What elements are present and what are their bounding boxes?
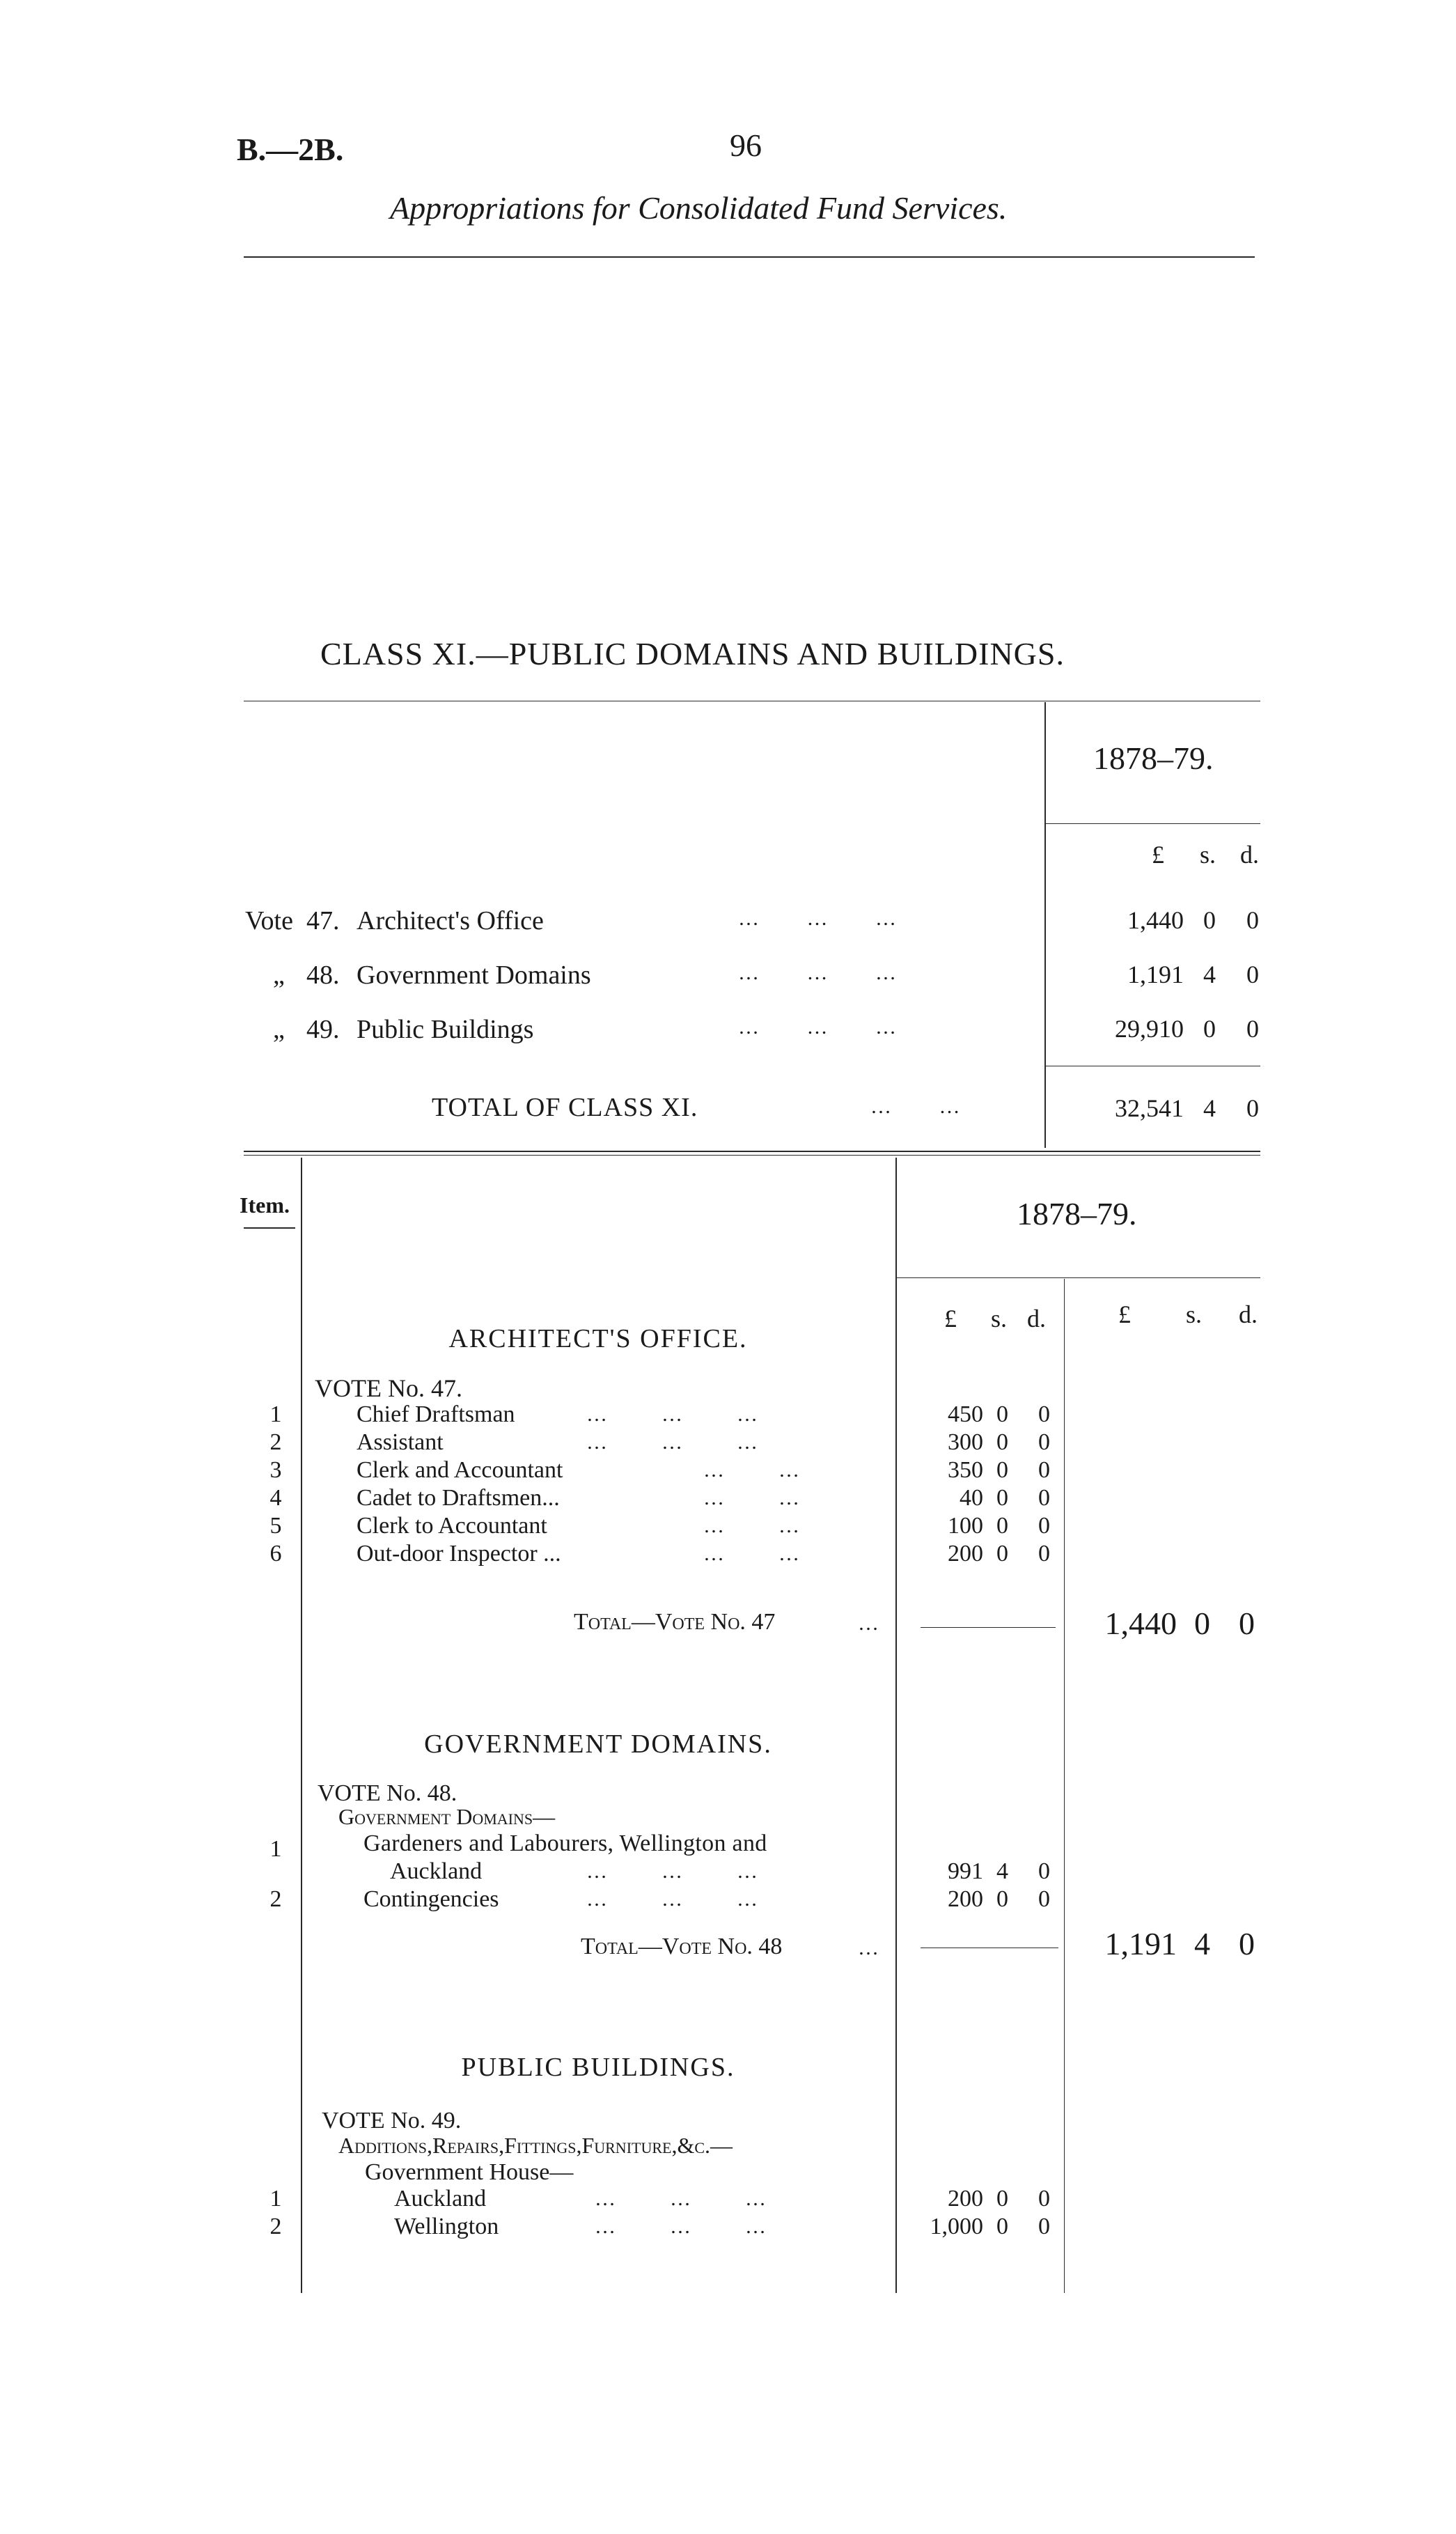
summary-prefix: Vote (245, 906, 293, 935)
detail-subcolumn-divider (1064, 1279, 1065, 2293)
detail-sub-header-pence: d. (1027, 1305, 1046, 1332)
item-label: Cadet to Draftsmen... (357, 1485, 560, 1511)
item-pence: 0 (1038, 1513, 1050, 1539)
dot-leader: … … … (586, 1431, 759, 1454)
detail-amount-divider (895, 1158, 897, 2293)
item-number: 2 (269, 1429, 282, 1455)
item-shillings: 0 (996, 1886, 1008, 1912)
summary-pounds: 29,910 (1115, 1015, 1184, 1043)
summary-vote-num: 47. (306, 906, 340, 935)
summary-label: Government Domains (357, 961, 591, 990)
vote-total-pence: 0 (1239, 1606, 1255, 1641)
item-pence: 0 (1038, 1429, 1050, 1455)
summary-bottom-rule (244, 1151, 1260, 1152)
dot-leader: … … … (586, 1888, 759, 1911)
dot-leader: … … … (738, 1016, 898, 1039)
item-shillings: 0 (996, 1457, 1008, 1483)
dot-leader: … … … (595, 2187, 767, 2210)
item-number: 2 (269, 1886, 282, 1912)
dot-leader: … … (703, 1542, 801, 1565)
dot-leader: … … (703, 1514, 801, 1537)
item-shillings: 0 (996, 2214, 1008, 2239)
item-pence: 0 (1038, 1886, 1050, 1912)
vote-total-shillings: 4 (1194, 1926, 1210, 1961)
detail-total-header-pence: d. (1239, 1300, 1258, 1328)
summary-vote-num: 48. (306, 961, 340, 990)
header-rule (244, 256, 1255, 258)
item-shillings: 0 (996, 1401, 1008, 1427)
dot-leader: … … … (586, 1860, 759, 1883)
item-pence: 0 (1038, 2214, 1050, 2239)
item-pounds: 991 (948, 1858, 983, 1884)
item-number: 2 (269, 2214, 282, 2239)
summary-pounds: 1,440 (1127, 906, 1184, 934)
item-pounds: 300 (948, 1429, 983, 1455)
detail-total-header-shillings: s. (1185, 1300, 1202, 1328)
item-label-continuation: Auckland (390, 1858, 483, 1884)
vote-total-pounds: 1,440 (1104, 1606, 1177, 1641)
summary-total-label: TOTAL OF CLASS XI. (432, 1093, 698, 1122)
dot-leader: … … … (586, 1403, 759, 1426)
summary-prefix: „ (273, 1015, 285, 1044)
item-pence: 0 (1038, 1541, 1050, 1567)
item-pounds: 450 (948, 1401, 983, 1427)
item-number: 1 (269, 1401, 282, 1427)
item-label: Contingencies (363, 1886, 499, 1912)
summary-label: Public Buildings (357, 1015, 534, 1044)
vote-total-label: Total—Vote No. 48 (581, 1934, 783, 1959)
summary-shillings: 0 (1203, 1015, 1216, 1043)
summary-pence: 0 (1246, 1015, 1259, 1043)
item-number: 4 (269, 1485, 282, 1511)
dot-leader: … (858, 1936, 880, 1959)
summary-pence: 0 (1246, 961, 1259, 988)
summary-bottom-rule-2 (244, 1155, 1260, 1156)
summary-prefix: „ (273, 961, 285, 990)
vote-label: VOTE No. 48. (318, 1780, 457, 1806)
page-number: 96 (730, 127, 762, 163)
item-pence: 0 (1038, 1858, 1050, 1884)
summary-header-pence: d. (1240, 841, 1259, 869)
dot-leader: … … … (595, 2215, 767, 2238)
item-label: Wellington (394, 2214, 499, 2239)
detail-year-rule (897, 1277, 1260, 1278)
summary-pence: 0 (1246, 906, 1259, 934)
item-shillings: 0 (996, 1513, 1008, 1539)
sub-heading: Government Domains— (338, 1804, 556, 1829)
item-shillings: 0 (996, 1429, 1008, 1455)
summary-pounds: 1,191 (1127, 961, 1184, 988)
summary-total-pence: 0 (1246, 1094, 1259, 1122)
page-ref: B.—2B. (237, 132, 344, 167)
summary-divider (1044, 702, 1046, 1148)
item-pounds: 200 (948, 2186, 983, 2212)
vote-total-label: Total—Vote No. 47 (574, 1609, 776, 1635)
item-label: Gardeners and Labourers, Wellington and (363, 1830, 767, 1856)
item-shillings: 0 (996, 1485, 1008, 1511)
vote-label: VOTE No. 47. (315, 1374, 462, 1402)
item-shillings: 4 (996, 1858, 1008, 1884)
item-label: Out-door Inspector ... (357, 1541, 561, 1567)
item-number: 5 (269, 1513, 282, 1539)
item-label: Chief Draftsman (357, 1401, 515, 1427)
summary-total-pounds: 32,541 (1115, 1094, 1184, 1122)
dot-leader: … … (703, 1459, 801, 1482)
item-pence: 0 (1038, 1485, 1050, 1511)
item-pounds: 200 (948, 1886, 983, 1912)
item-shillings: 0 (996, 2186, 1008, 2212)
section-heading-government-domains: GOVERNMENT DOMAINS. (424, 1730, 772, 1759)
section-heading-public-buildings: PUBLIC BUILDINGS. (461, 2053, 735, 2082)
item-pounds: 350 (948, 1457, 983, 1483)
summary-header-shillings: s. (1199, 841, 1216, 869)
item-pounds: 40 (960, 1485, 983, 1511)
item-pounds: 200 (948, 1541, 983, 1567)
item-pounds: 100 (948, 1513, 983, 1539)
summary-header-pounds: £ (1152, 841, 1164, 869)
dot-leader: … (858, 1612, 880, 1635)
dot-leader: … … (703, 1486, 801, 1509)
item-pounds: 1,000 (930, 2214, 983, 2239)
detail-item-header-rule (244, 1227, 295, 1229)
dot-leader: … … … (738, 961, 898, 984)
detail-sub-header-shillings: s. (990, 1305, 1007, 1332)
item-number: 1 (269, 2186, 282, 2212)
item-number: 1 (269, 1836, 282, 1862)
item-label: Clerk and Accountant (357, 1457, 563, 1483)
item-number: 3 (269, 1457, 282, 1483)
sub-sub-heading: Government House— (365, 2159, 574, 2185)
item-number: 6 (269, 1541, 282, 1567)
item-pence: 0 (1038, 2186, 1050, 2212)
item-pence: 0 (1038, 1457, 1050, 1483)
subtotal-rule (921, 1627, 1056, 1628)
vote-total-pounds: 1,191 (1104, 1926, 1177, 1961)
summary-year-rule (1046, 823, 1260, 824)
vote-total-shillings: 0 (1194, 1606, 1210, 1641)
summary-shillings: 0 (1203, 906, 1216, 934)
item-pence: 0 (1038, 1401, 1050, 1427)
class-title: CLASS XI.—PUBLIC DOMAINS AND BUILDINGS. (320, 636, 1065, 671)
section-heading-architects-office: ARCHITECT'S OFFICE. (448, 1324, 748, 1353)
summary-shillings: 4 (1203, 961, 1216, 988)
detail-total-header-pounds: £ (1118, 1300, 1131, 1328)
dot-leader: … … (870, 1095, 962, 1118)
detail-sub-header-pounds: £ (944, 1305, 957, 1332)
sub-heading: Additions,Repairs,Fittings,Furniture,&c.— (338, 2133, 733, 2158)
vote-label: VOTE No. 49. (322, 2108, 462, 2133)
item-label: Clerk to Accountant (357, 1513, 547, 1539)
summary-total-shillings: 4 (1203, 1094, 1216, 1122)
dot-leader: … … … (738, 907, 898, 930)
summary-year: 1878–79. (1093, 740, 1214, 776)
summary-vote-num: 49. (306, 1015, 340, 1044)
detail-year: 1878–79. (1017, 1196, 1137, 1231)
summary-label: Architect's Office (357, 906, 544, 935)
item-shillings: 0 (996, 1541, 1008, 1567)
item-label: Assistant (357, 1429, 444, 1455)
running-title: Appropriations for Consolidated Fund Services. (390, 190, 1008, 226)
detail-item-header: Item. (240, 1192, 290, 1218)
vote-total-pence: 0 (1239, 1926, 1255, 1961)
item-label: Auckland (394, 2186, 487, 2212)
